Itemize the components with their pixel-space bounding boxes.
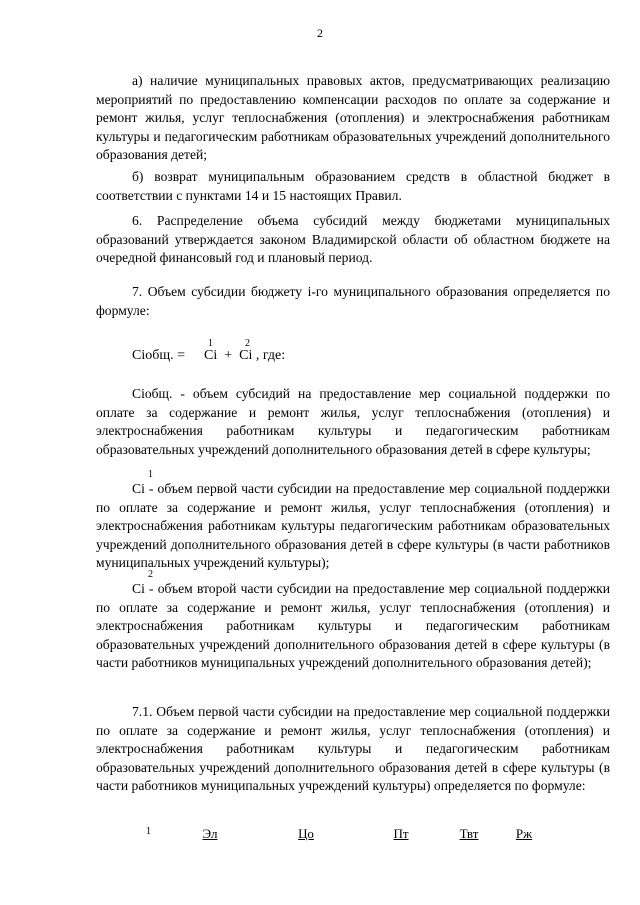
bottom-formula-co: Цо [298,826,314,841]
formula-lhs: Ciобщ. = [132,348,186,363]
definition-c2: Ci - объем второй части субсидии на предоставление мер социальной поддержки по оплате за содержание и ремонт жилья, услуг теплоснабжения (отопления) и электроснабжения работникам культуры и педагогическим работникам образовательных учреждений дополнительного образования детей в сфере культуры (в части работников муниципальных учреждений дополнительного образования детей); [96,581,610,671]
paragraph-6: 6. Распределение объема субсидий между бюджетами муниципальных образований утверждается законом Владимирской области об областном бюджете на очередной финансовый год и плановый период. [96,213,610,266]
bottom-formula-rzh: Рж [515,826,533,841]
bottom-formula-index: 1 [146,826,151,837]
paragraph-7-1: 7.1. Объем первой части субсидии на предоставление мер социальной поддержки по оплате за содержание и ремонт жилья, услуг теплоснабжения (отопления) и электроснабжения работникам культуры и педагогическим работникам образовательных учреждений дополнительного образования детей в сфере культуры (в части работников муниципальных учреждений культуры) определяется по формуле: [96,704,610,794]
superscript-c1: 1 [148,469,153,480]
paragraph-b: б) возврат муниципальным образованием средств в областной бюджет в соответствии с пунктами 14 и 15 настоящих Правил. [96,169,610,203]
superscript-c2: 2 [148,569,153,580]
paragraph-7: 7. Объем субсидии бюджету i-го муниципального образования определяется по формуле: [96,284,610,318]
bottom-formula-pt: Пт [393,826,409,841]
definition-c-total: Ciобщ. - объем субсидий на предоставление мер социальной поддержки по оплате за содержание и ремонт жилья, услуг теплоснабжения (отопления) и электроснабжения работникам культуры и педагогическим работникам образовательных учреждений дополнительного образования детей в сфере культуры; [96,386,610,457]
definition-c1: Ci - объем первой части субсидии на предоставление мер социальной поддержки по оплате за содержание и ремонт жилья, услуг теплоснабжения (отопления) и электроснабжения работникам культуры педагогическим работникам образовательных учреждений дополнительного образования детей в сфере культуры (в части работников муниципальных учреждений культуры); [96,481,610,571]
page-number: 2 [317,26,323,40]
formula-rhs: Ci + Ci , где: [204,348,286,363]
formula-superscript-2: 2 [245,338,250,349]
bottom-formula-el: Эл [202,826,218,841]
formula-superscript-1: 1 [208,338,213,349]
bottom-formula-tvt: Твт [459,826,479,841]
paragraph-a: а) наличие муниципальных правовых актов, предусматривающих реализацию мероприятий по предоставлению компенсации расходов по оплате за содержание и ремонт жилья, услуг теплоснабжения (отопления) и электроснабжения работникам культуры и педагогическим работникам образовательных учреждений дополнительного образования детей; [96,73,610,163]
